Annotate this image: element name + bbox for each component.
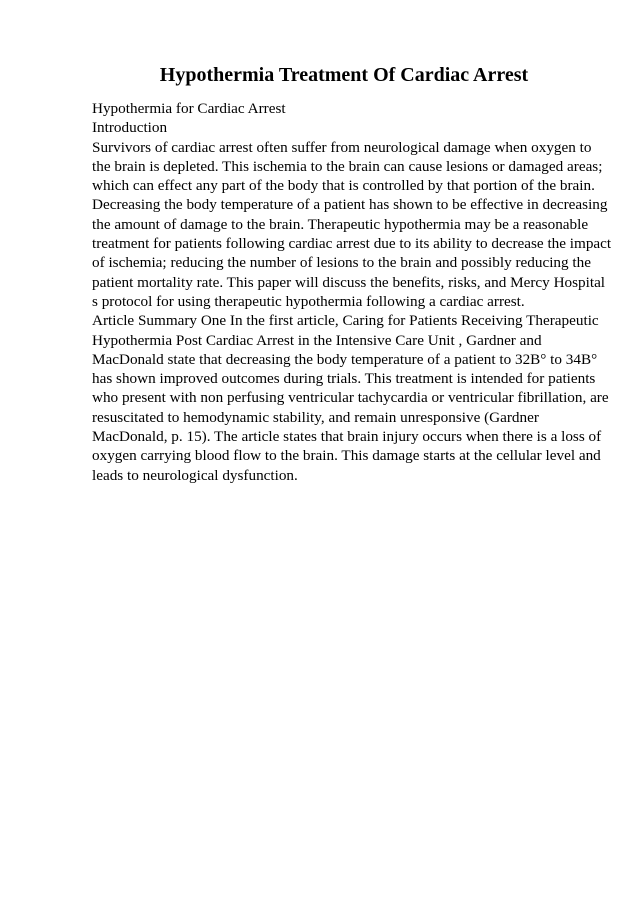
text-line: the amount of damage to the brain. Therapeutic hypothermia may be a reasonable: [92, 215, 589, 233]
text-line: resuscitated to hemodynamic stability, and remain unresponsive (Gardner: [92, 408, 539, 426]
text-line: MacDonald, p. 15). The article states that brain injury occurs when there is a loss of: [92, 428, 602, 446]
text-line: Decreasing the body temperature of a patient has shown to be effective in decreasing: [92, 196, 608, 214]
text-line: s protocol for using therapeutic hypothermia following a cardiac arrest.: [92, 292, 525, 310]
text-line: treatment for patients following cardiac arrest due to its ability to decrease the impact: [92, 235, 612, 253]
text-line: has shown improved outcomes during trials. This treatment is intended for patients: [92, 370, 596, 388]
text-line: oxygen carrying blood flow to the brain. This damage starts at the cellular level and: [92, 447, 601, 465]
text-line: the brain is depleted. This ischemia to the brain can cause lesions or damaged areas;: [92, 157, 603, 175]
text-line: patient mortality rate. This paper will discuss the benefits, risks, and Mercy Hospital: [92, 273, 606, 291]
text-line: leads to neurological dysfunction.: [92, 466, 298, 484]
document-body: [92, 99, 612, 485]
text-line: which can effect any part of the body that is controlled by that portion of the brain.: [92, 177, 595, 195]
text-line: MacDonald state that decreasing the body temperature of a patient to 32B° to 34B°: [92, 350, 598, 368]
text-line: of ischemia; reducing the number of lesions to the brain and possibly reducing the: [92, 254, 591, 272]
section-heading: Hypothermia for Cardiac Arrest: [92, 100, 286, 117]
text-line: Survivors of cardiac arrest often suffer from neurological damage when oxygen to: [92, 138, 592, 156]
text-line: Hypothermia Post Cardiac Arrest in the Intensive Care Unit , Gardner and: [92, 331, 542, 349]
document-title: Hypothermia Treatment Of Cardiac Arrest: [159, 64, 529, 86]
text-line: Article Summary One In the first article, Caring for Patients Receiving Therapeutic: [92, 312, 599, 330]
text-line: who present with non perfusing ventricular tachycardia or ventricular fibrillation, are: [92, 389, 609, 407]
subsection-heading: Introduction: [92, 119, 168, 137]
